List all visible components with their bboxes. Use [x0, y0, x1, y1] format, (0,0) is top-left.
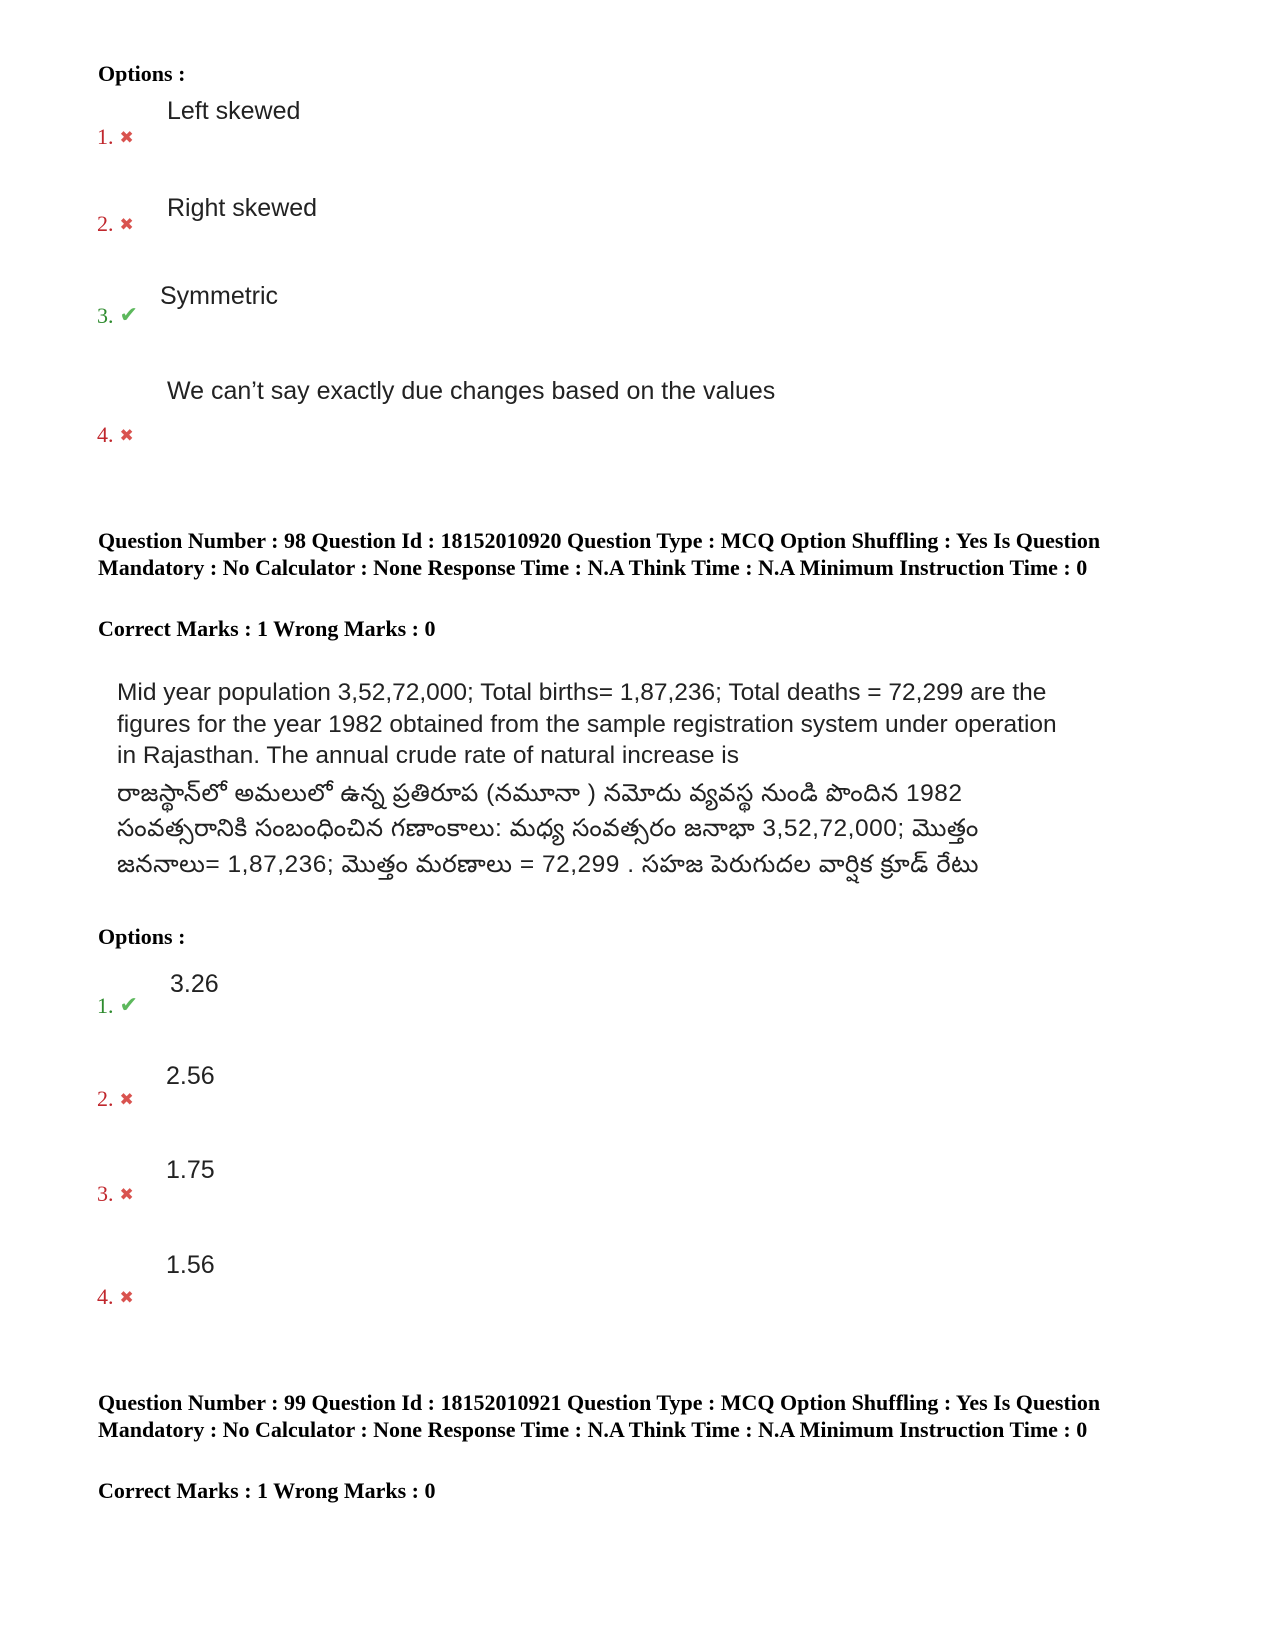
option-text: Right skewed [167, 194, 318, 222]
check-mark-icon: ✔ [119, 303, 138, 328]
question-98-marks: Correct Marks : 1 Wrong Marks : 0 [98, 616, 436, 641]
question-99-meta: Question Number : 99 Question Id : 18152010921 Question Type : MCQ Option Shuffling : Yes Is Question Mandatory : No Calculator : None Response Time : N.A Think Time : N.A Minimum Instruction Time : 0 [98, 1390, 1101, 1442]
option-number: 1. [97, 993, 114, 1018]
option-number: 3. [97, 1181, 114, 1206]
option-text: 2.56 [166, 1062, 215, 1090]
option-4 [97, 422, 134, 449]
cross-mark-icon: ✖ [119, 1090, 134, 1110]
option-3 [97, 1181, 134, 1208]
cross-mark-icon: ✖ [119, 1185, 134, 1205]
option-text: We can’t say exactly due changes based on the values [167, 377, 776, 405]
cross-mark-icon: ✖ [119, 215, 134, 235]
option-number: 1. [97, 124, 114, 149]
question-99-marks: Correct Marks : 1 Wrong Marks : 0 [98, 1478, 436, 1503]
option-3 [97, 303, 138, 329]
option-4 [97, 1284, 134, 1311]
check-mark-icon: ✔ [119, 993, 138, 1018]
option-text: Symmetric [160, 282, 279, 310]
question-98-meta: Question Number : 98 Question Id : 18152010920 Question Type : MCQ Option Shuffling : Yes Is Question Mandatory : No Calculator : None Response Time : N.A Think Time : N.A Minimum Instruction Time : 0 [98, 528, 1101, 580]
option-2 [97, 211, 134, 238]
option-number: 2. [97, 211, 114, 236]
option-number: 4. [97, 422, 114, 447]
option-2 [97, 1086, 134, 1113]
option-text: Left skewed [167, 97, 301, 125]
cross-mark-icon: ✖ [119, 128, 134, 148]
question-98-text [117, 677, 1077, 882]
option-text: 3.26 [170, 970, 219, 998]
cross-mark-icon: ✖ [119, 1288, 134, 1308]
question-text-english: Mid year population 3,52,72,000; Total births= 1,87,236; Total deaths = 72,299 are the figures for the year 1982 obtained from the sample registration system under operation in Rajasthan. The annual crude rate of natural increase is [117, 679, 1057, 769]
option-text: 1.75 [166, 1156, 215, 1184]
options-label: Options : [98, 61, 186, 86]
option-number: 4. [97, 1284, 114, 1309]
question-text-telugu: రాజస్థాన్‌లో అమలులో ఉన్న ప్రతిరూప (నమూనా ) నమోదు వ్యవస్థ నుండి పొందిన 1982 సంవత్సరానికి సంబంధించిన గణాంకాలు: మధ్య సంవత్సరం జనాభా 3,52,72,000; మొత్తం జననాలు= 1,87,236; మొత్తం మరణాలు = 72,299 . సహజ పెరుగుదల వార్షిక క్రూడ్ రేటు [117, 779, 980, 878]
option-number: 2. [97, 1086, 114, 1111]
option-1 [97, 124, 134, 151]
options-label: Options : [98, 924, 186, 949]
option-number: 3. [97, 303, 114, 328]
option-1 [97, 993, 138, 1019]
option-text: 1.56 [166, 1251, 215, 1279]
cross-mark-icon: ✖ [119, 426, 134, 446]
